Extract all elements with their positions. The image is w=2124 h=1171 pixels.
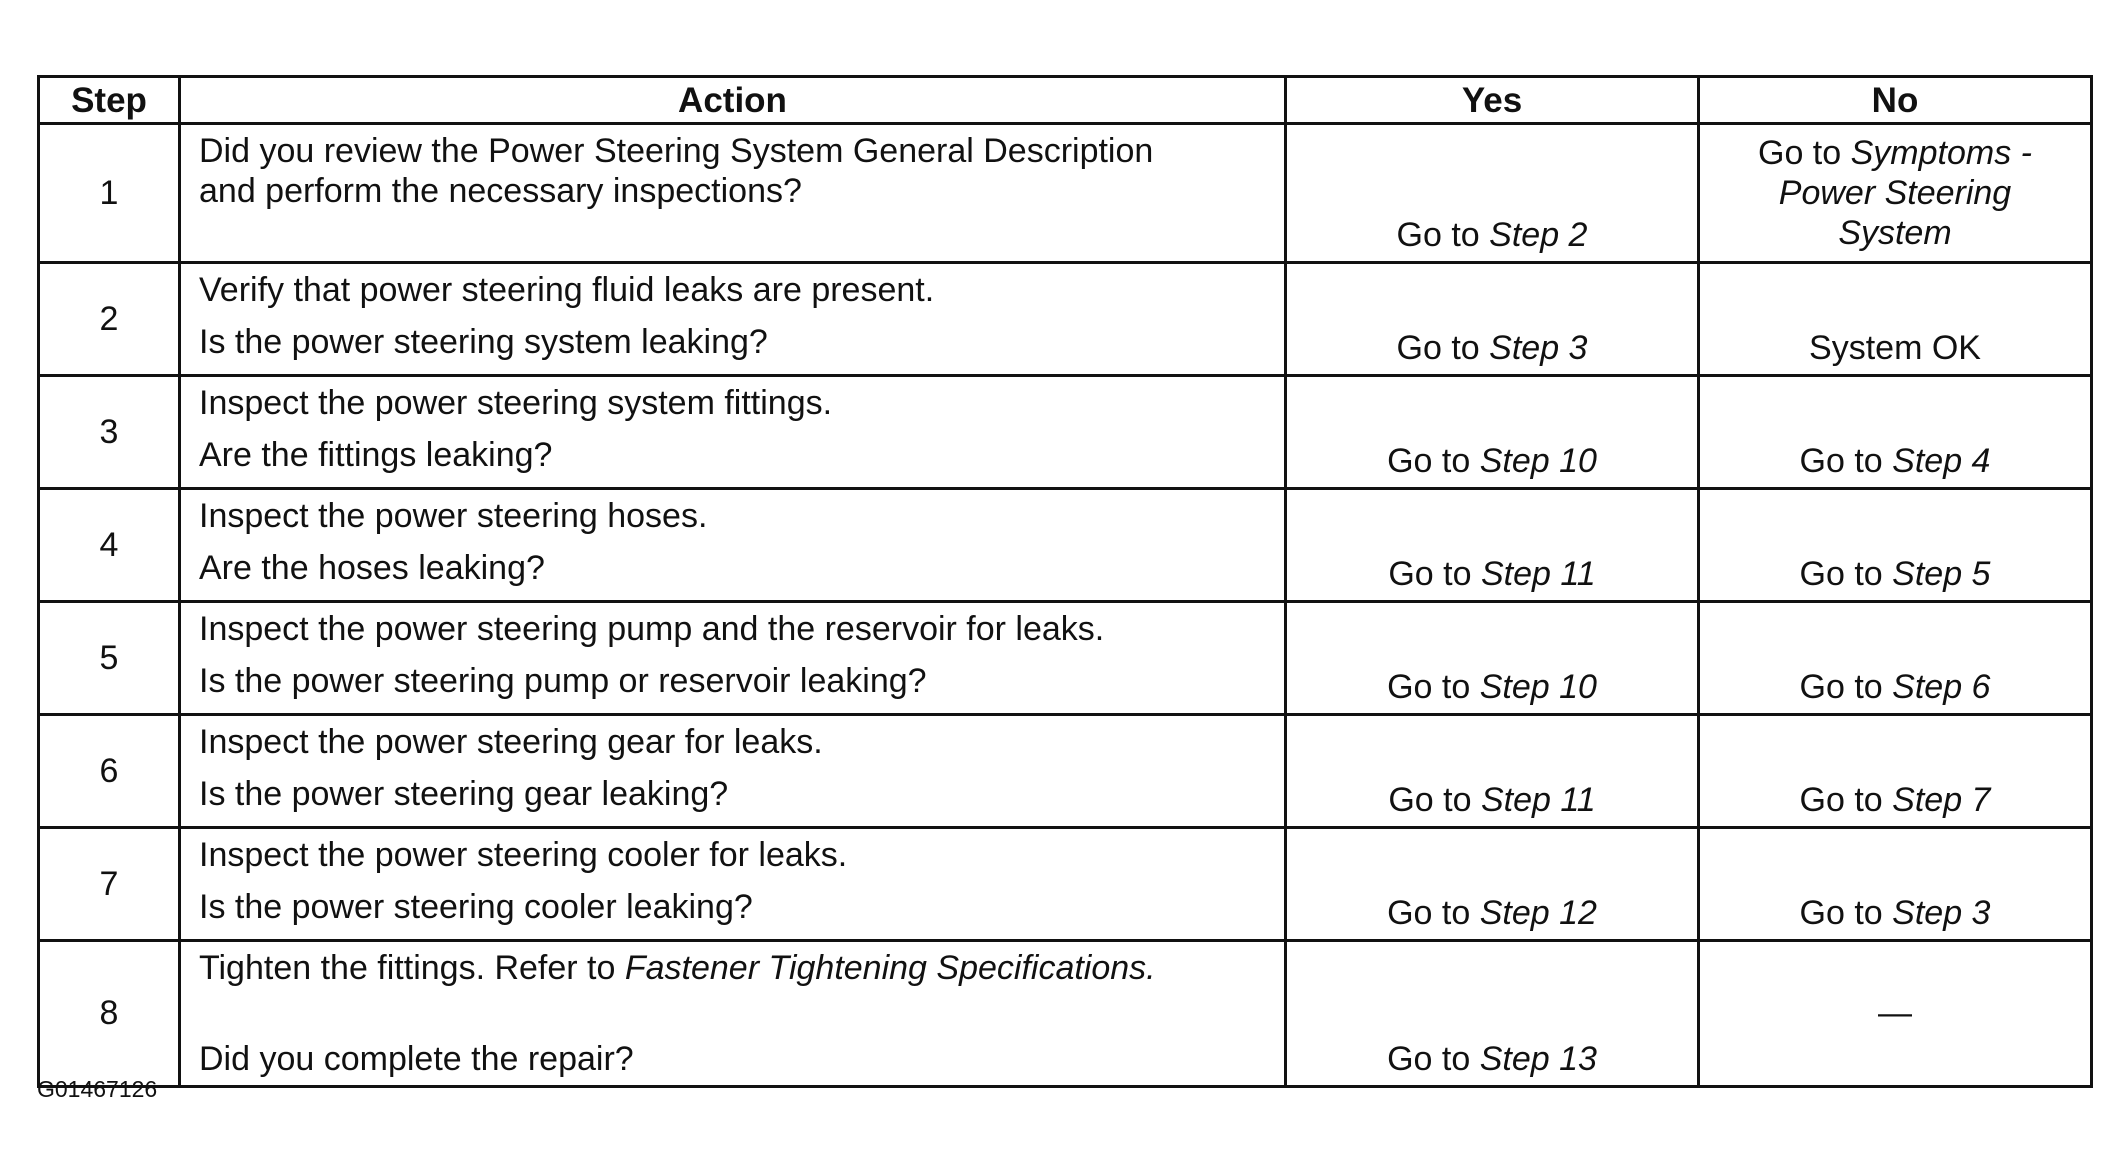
yes-cell	[1286, 828, 1699, 941]
yes-cell	[1286, 489, 1699, 602]
yes-step-ref: Step 3	[1489, 329, 1588, 367]
no-step-ref: Step 7	[1892, 781, 1991, 819]
no-step-ref: Step 5	[1892, 555, 1991, 593]
yes-step-ref: Step 10	[1479, 668, 1597, 706]
no-step-ref: Step 4	[1892, 442, 1991, 480]
yes-step-ref: Step 13	[1479, 1040, 1597, 1078]
step-number: 8	[39, 941, 180, 1087]
yes-step-ref: Step 2	[1489, 216, 1588, 254]
action-text: Tighten the fittings. Refer to	[199, 949, 616, 987]
action-cell	[180, 715, 1286, 828]
step-number: 4	[39, 489, 180, 602]
yes-cell	[1286, 715, 1699, 828]
action-text: Inspect the power steering system fittings.	[199, 384, 833, 422]
action-text: Inspect the power steering pump and the reservoir for leaks.	[199, 610, 1105, 648]
no-ref: Symptoms -	[1850, 134, 2032, 172]
no-cell	[1699, 124, 2092, 263]
header-action: Action	[180, 77, 1286, 124]
action-text: Inspect the power steering cooler for leaks.	[199, 836, 848, 874]
header-step: Step	[39, 77, 180, 124]
action-text: Is the power steering pump or reservoir leaking?	[199, 662, 927, 700]
action-text: Are the hoses leaking?	[199, 549, 545, 587]
no-prefix: Go to	[1799, 894, 1883, 932]
yes-step-ref: Step 12	[1479, 894, 1597, 932]
yes-step-ref: Step 11	[1480, 781, 1596, 819]
step-number: 7	[39, 828, 180, 941]
action-cell	[180, 263, 1286, 376]
no-prefix: Go to	[1799, 442, 1883, 480]
table-row	[39, 602, 2092, 715]
header-no: No	[1699, 77, 2092, 124]
table-header-row	[39, 77, 2092, 124]
table-row	[39, 376, 2092, 489]
table-row	[39, 828, 2092, 941]
yes-prefix: Go to	[1396, 216, 1480, 254]
no-cell	[1699, 602, 2092, 715]
action-text: Inspect the power steering gear for leaks.	[199, 723, 823, 761]
no-cell	[1699, 376, 2092, 489]
action-cell	[180, 602, 1286, 715]
no-text: —	[1878, 994, 1912, 1032]
no-ref: Power Steering	[1778, 174, 2012, 212]
no-step-ref: Step 3	[1892, 894, 1991, 932]
diagnostic-table	[37, 75, 2093, 1088]
action-text: and perform the necessary inspections?	[199, 172, 802, 210]
table-row	[39, 124, 2092, 263]
table-row	[39, 263, 2092, 376]
yes-step-ref: Step 11	[1480, 555, 1596, 593]
action-text: Is the power steering gear leaking?	[199, 775, 729, 813]
yes-cell	[1286, 941, 1699, 1087]
action-text: Did you complete the repair?	[199, 1040, 634, 1078]
yes-prefix: Go to	[1388, 555, 1472, 593]
yes-cell	[1286, 263, 1699, 376]
yes-prefix: Go to	[1387, 894, 1471, 932]
no-prefix: Go to	[1758, 134, 1842, 172]
action-text: Did you review the Power Steering System General Description	[199, 132, 1154, 170]
no-cell	[1699, 263, 2092, 376]
yes-prefix: Go to	[1387, 1040, 1471, 1078]
action-cell	[180, 376, 1286, 489]
spec-reference: Fastener Tightening Specifications.	[624, 949, 1156, 987]
no-cell	[1699, 828, 2092, 941]
table-row	[39, 715, 2092, 828]
yes-prefix: Go to	[1387, 442, 1471, 480]
no-ref: System	[1838, 214, 1952, 252]
table-row	[39, 489, 2092, 602]
no-cell	[1699, 715, 2092, 828]
action-cell	[180, 941, 1286, 1087]
yes-cell	[1286, 124, 1699, 263]
no-cell	[1699, 489, 2092, 602]
no-cell	[1699, 941, 2092, 1087]
yes-step-ref: Step 10	[1479, 442, 1597, 480]
figure-id: G01467126	[37, 1076, 158, 1102]
action-text: Is the power steering system leaking?	[199, 323, 768, 361]
no-prefix: Go to	[1799, 555, 1883, 593]
action-text: Is the power steering cooler leaking?	[199, 888, 753, 926]
step-number: 3	[39, 376, 180, 489]
action-cell	[180, 124, 1286, 263]
action-text: Verify that power steering fluid leaks are present.	[199, 271, 935, 309]
step-number: 1	[39, 124, 180, 263]
action-text: Are the fittings leaking?	[199, 436, 553, 474]
step-number: 2	[39, 263, 180, 376]
step-number: 6	[39, 715, 180, 828]
action-cell	[180, 489, 1286, 602]
yes-prefix: Go to	[1396, 329, 1480, 367]
yes-cell	[1286, 602, 1699, 715]
no-text: System OK	[1809, 329, 1981, 367]
header-yes: Yes	[1286, 77, 1699, 124]
table-row	[39, 941, 2092, 1087]
action-text: Inspect the power steering hoses.	[199, 497, 708, 535]
no-step-ref: Step 6	[1892, 668, 1991, 706]
yes-prefix: Go to	[1387, 668, 1471, 706]
no-prefix: Go to	[1799, 668, 1883, 706]
action-cell	[180, 828, 1286, 941]
step-number: 5	[39, 602, 180, 715]
no-prefix: Go to	[1799, 781, 1883, 819]
yes-cell	[1286, 376, 1699, 489]
yes-prefix: Go to	[1388, 781, 1472, 819]
